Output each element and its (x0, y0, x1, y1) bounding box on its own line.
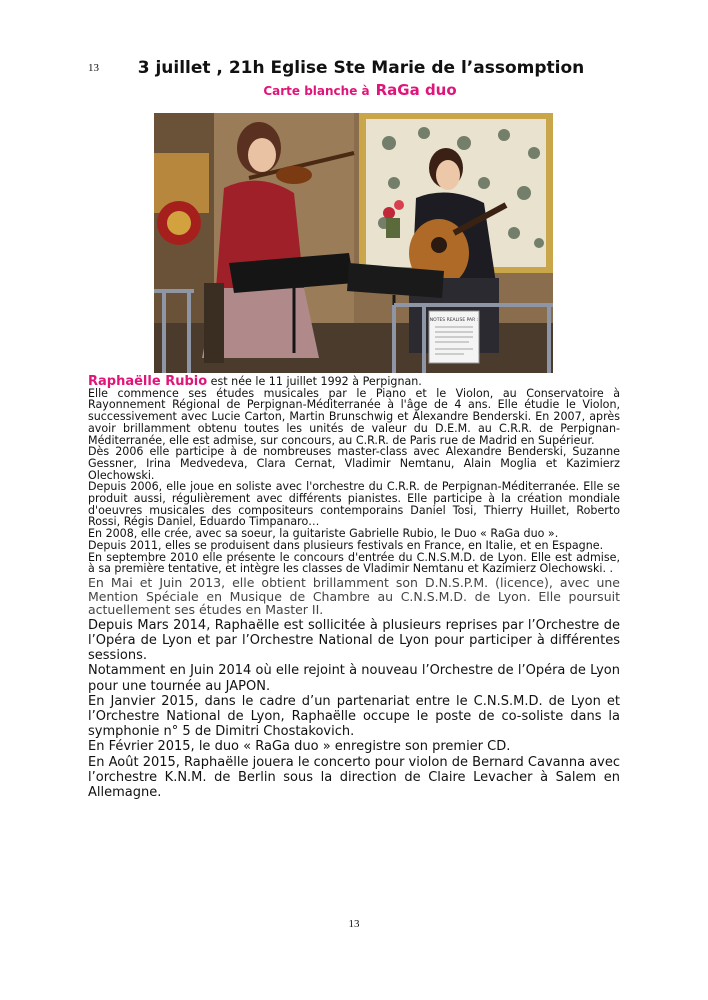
biography (88, 376, 620, 800)
bio-paragraph: Depuis 2006, elle joue en soliste avec l'orchestre du C.R.R. de Perpignan-Méditerranée. Elle se produit aussi, régulièrement avec différents pianistes. Elle participe à la création mondiale d'oeuvres musicales des compositeurs contemporains Daniel Tosi, Thierry Huillet, Roberto Rossi, Régis Daniel, Eduardo Timpanaro… (88, 480, 620, 529)
subtitle-carte-blanche: Carte blanche à (263, 84, 370, 98)
bio-paragraph-master: En Mai et Juin 2013, elle obtient brillamment son D.N.S.P.M. (licence), avec une Mention Spéciale en Musique de Chambre au C.N.S.M.D. de Lyon. Elle poursuit actuellement ses études en Master II. (88, 574, 620, 618)
bio-intro (88, 376, 620, 388)
bio-birth: est née le 11 juillet 1992 à Perpignan. (207, 375, 422, 388)
subtitle-raga-duo: RaGa duo (375, 81, 457, 99)
artist-name: Raphaëlle Rubio (88, 374, 208, 389)
bio-paragraph: Notamment en Juin 2014 où elle rejoint à nouveau l’Orchestre de l’Opéra de Lyon pour une tournée au JAPON. (88, 663, 620, 694)
bio-paragraph: Depuis Mars 2014, Raphaëlle est sollicitée à plusieurs reprises par l’Orchestre de l’Opéra de Lyon et par l’Orchestre National de Lyon pour participer à différentes sessions. (88, 617, 620, 664)
page-title: 3 juillet , 21h Eglise Ste Marie de l’assomption (137, 58, 585, 78)
bio-paragraph: En septembre 2010 elle présente le concours d'entrée du C.N.S.M.D. de Lyon. Elle est admise, à sa première tentative, et intègre les classes de Vladimir Nemtanu et Kazimierz Olechowski. . (88, 550, 620, 576)
bio-paragraph: En Février 2015, le duo « RaGa duo » enregistre son premier CD. (88, 739, 511, 755)
bio-paragraph: Dès 2006 elle participe à de nombreuses master-class avec Alexandre Benderski, Suzanne Gessner, Irina Medvedeva, Clara Cernat, Vladimir Nemtanu, Alain Moglia et Kazimierz Olechowski. (88, 445, 620, 482)
page-number-bottom: 13 (348, 918, 360, 930)
bio-paragraph: En Août 2015, Raphaëlle jouera le concerto pour violon de Bernard Cavanna avec l’orchestre K.N.M. de Berlin sous la direction de Claire Levacher à Salem en Allemagne. (88, 754, 620, 800)
page-subtitle (0, 80, 708, 99)
photo-sign-text: NOTES REALISE PAR : (429, 318, 479, 323)
page-number-top: 13 (88, 62, 99, 74)
bio-paragraph: En 2008, elle crée, avec sa soeur, la guitariste Gabrielle Rubio, le Duo « RaGa duo ». (88, 527, 559, 541)
bio-paragraph: En Janvier 2015, dans le cadre d’un partenariat entre le C.N.S.M.D. de Lyon et l’Orchestre National de Lyon, Raphaëlle occupe le poste de co-soliste dans la symphonie n° 5 de Dimitri Chostakovich. (88, 693, 620, 740)
bio-paragraph: Depuis 2011, elles se produisent dans plusieurs festivals en France, en Italie, et en Espagne. (88, 538, 604, 552)
bio-paragraph: Elle commence ses études musicales par le Piano et le Violon, au Conservatoire à Rayonnement Régional de Perpignan-Méditerranée à l'âge de 4 ans. Elle étudie le Violon, successivement avec Lucie Carton, Martin Brunschwig et Alexandre Benderski. En 2007, après avoir brillamment obtenu toutes les unités de valeur du D.E.M. au C.R.R. de Perpignan-Méditerranée, elle est admise, sur concours, au C.R.R. de Paris rue de Madrid en Supérieur. (88, 386, 620, 447)
concert-photo (154, 113, 553, 373)
